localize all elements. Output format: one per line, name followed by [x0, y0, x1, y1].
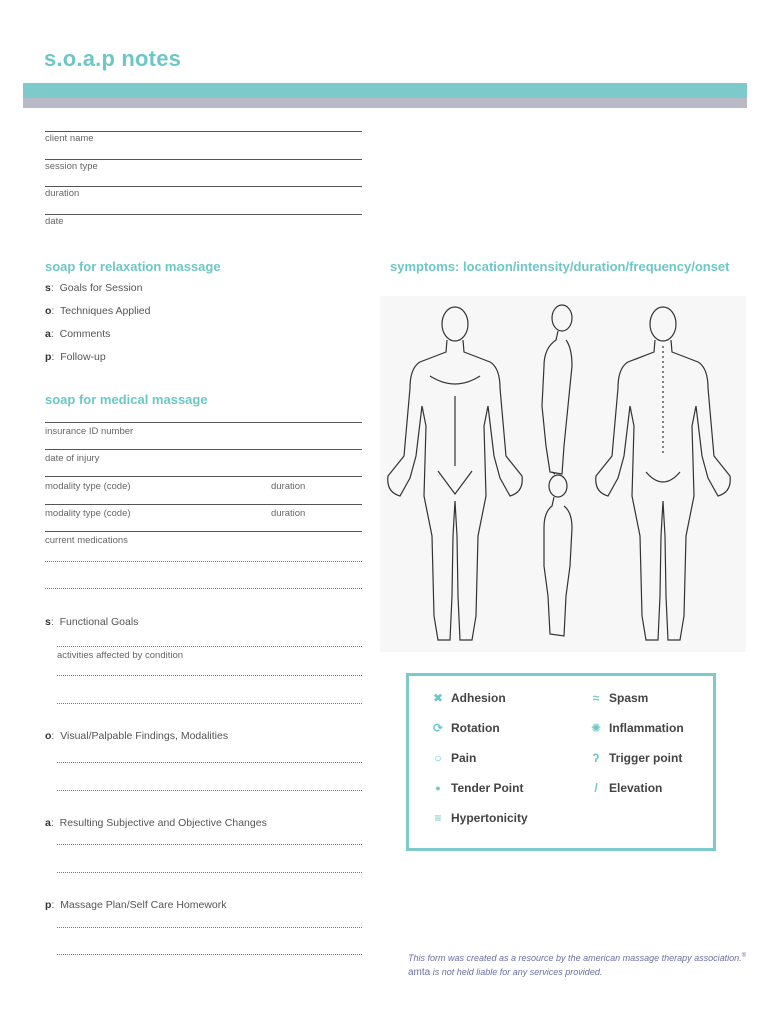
wave-icon: ≈	[592, 691, 600, 705]
front-body-figure	[388, 307, 523, 640]
symptoms-heading: symptoms: location/intensity/duration/frequency/onset	[390, 259, 730, 274]
modality-1-label: modality type (code)	[45, 481, 131, 492]
rotation-arrows-icon: ⟳	[432, 721, 444, 735]
modality-2-duration-label: duration	[271, 508, 306, 519]
legend-adhesion: ✖ Adhesion	[429, 691, 506, 705]
side-body-figure-upper	[542, 305, 572, 474]
activities-label: activities affected by condition	[57, 650, 184, 661]
plan-line-2[interactable]	[57, 954, 362, 955]
medical-o-item: o: Visual/Palpable Findings, Modalities	[45, 730, 229, 742]
filled-dot-icon: ●	[435, 783, 441, 793]
changes-line-1[interactable]	[57, 844, 362, 845]
client-name-label: client name	[45, 133, 94, 144]
medications-write-line-2[interactable]	[45, 588, 362, 589]
medications-line[interactable]	[45, 531, 362, 532]
relaxation-a-item: a: Comments	[45, 328, 111, 340]
x-mark-icon: ✖	[432, 691, 444, 705]
header-band-teal	[23, 83, 747, 98]
activities-line-2[interactable]	[57, 703, 362, 704]
starburst-icon: ✺	[590, 721, 602, 735]
legend-elevation: / Elevation	[587, 781, 662, 795]
modality-2-line[interactable]	[45, 504, 362, 505]
symptom-legend	[406, 673, 716, 851]
hook-icon: ʔ	[592, 751, 600, 765]
medications-label: current medications	[45, 535, 128, 546]
functional-goals-line[interactable]	[57, 646, 362, 647]
footer-line-1: This form was created as a resource by the american massage therapy association.	[408, 953, 742, 963]
medical-p-item: p: Massage Plan/Self Care Homework	[45, 899, 227, 911]
client-name-line[interactable]	[45, 131, 362, 132]
slash-icon: /	[594, 781, 598, 795]
legend-pain: ○ Pain	[429, 751, 476, 765]
medical-a-item: a: Resulting Subjective and Objective Changes	[45, 817, 267, 829]
findings-line-2[interactable]	[57, 790, 362, 791]
medications-write-line-1[interactable]	[45, 561, 362, 562]
date-of-injury-label: date of injury	[45, 453, 100, 464]
triple-bar-icon: ≡	[434, 811, 442, 825]
page-title: s.o.a.p notes	[44, 46, 182, 71]
relaxation-s-item: s: Goals for Session	[45, 282, 143, 294]
findings-line-1[interactable]	[57, 762, 362, 763]
medical-heading: soap for medical massage	[45, 392, 208, 407]
back-body-figure	[596, 307, 731, 640]
insurance-id-line[interactable]	[45, 422, 362, 423]
modality-1-line[interactable]	[45, 476, 362, 477]
plan-line-1[interactable]	[57, 927, 362, 928]
relaxation-heading: soap for relaxation massage	[45, 259, 221, 274]
duration-label: duration	[45, 188, 80, 199]
date-line[interactable]	[45, 214, 362, 215]
footer-disclaimer	[408, 949, 746, 980]
relaxation-o-item: o: Techniques Applied	[45, 305, 151, 317]
legend-rotation: ⟳ Rotation	[429, 721, 500, 735]
body-outline-drawing	[380, 296, 746, 652]
relaxation-p-item: p: Follow-up	[45, 351, 106, 363]
changes-line-2[interactable]	[57, 872, 362, 873]
modality-1-duration-label: duration	[271, 481, 306, 492]
registered-mark: ®	[741, 953, 747, 959]
legend-spasm: ≈ Spasm	[587, 691, 648, 705]
insurance-id-label: insurance ID number	[45, 426, 134, 437]
legend-tender-point: ● Tender Point	[429, 781, 523, 795]
legend-trigger-point: ʔ Trigger point	[587, 751, 682, 765]
header-band-gray	[23, 98, 747, 108]
open-circle-icon: ○	[434, 751, 442, 765]
medical-s-item: s: Functional Goals	[45, 616, 139, 628]
session-type-line[interactable]	[45, 159, 362, 160]
body-diagram[interactable]	[380, 296, 746, 652]
date-of-injury-line[interactable]	[45, 449, 362, 450]
legend-hypertonicity: ≡ Hypertonicity	[429, 811, 528, 825]
footer-brand: amta	[408, 967, 431, 978]
activities-line-1[interactable]	[57, 675, 362, 676]
modality-2-label: modality type (code)	[45, 508, 131, 519]
date-label: date	[45, 216, 64, 227]
legend-inflammation: ✺ Inflammation	[587, 721, 684, 735]
session-type-label: session type	[45, 161, 98, 172]
footer-line-2: is not held liable for any services provided.	[430, 967, 603, 977]
duration-line[interactable]	[45, 186, 362, 187]
side-body-figure-lower	[544, 475, 572, 636]
